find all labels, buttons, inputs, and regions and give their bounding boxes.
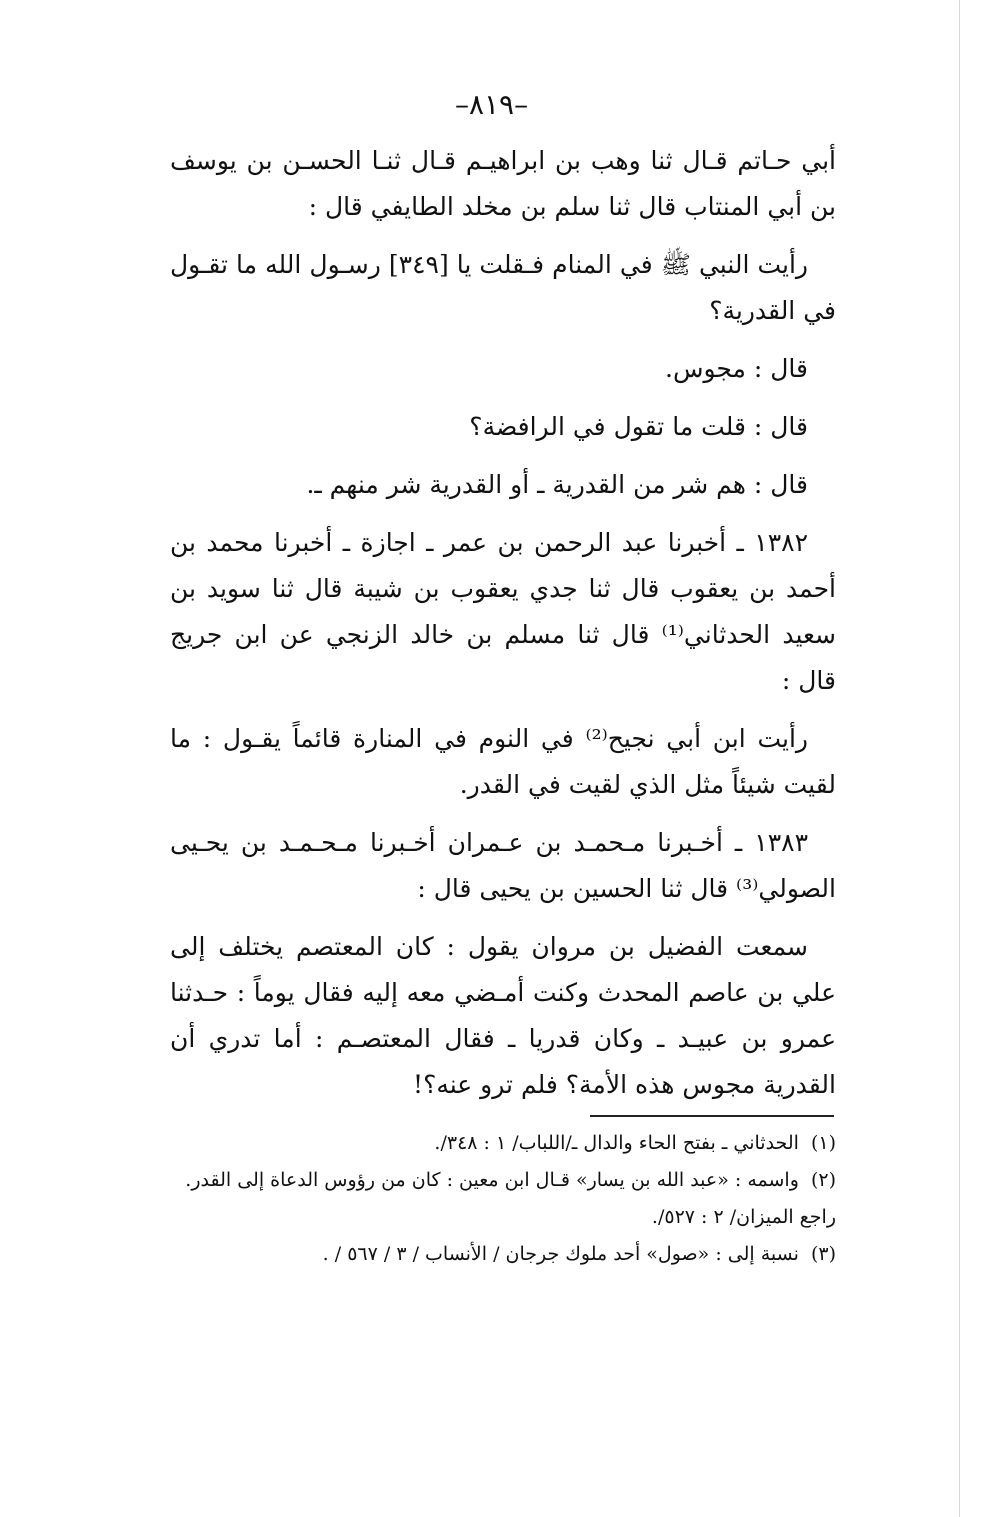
footnote-text: الحدثاني ـ بفتح الحاء والدال ـ/اللباب/ ١ : ٣٤٨/. xyxy=(434,1132,799,1154)
footnote xyxy=(170,1236,836,1273)
paragraph: ١٣٨٢ ـ أخبرنا عبد الرحمن بن عمر ـ اجازة ـ أخبرنا محمد بن أحمد بن يعقوب قال ثنا جدي يعقوب بن شيبة قال ثنا سويد بن سعيد الحدثاني⁽¹⁾ قال ثنا مسلم بن خالد الزنجي عن ابن جريج قال : xyxy=(170,528,836,695)
paragraph: أبي حـاتم قـال ثنا وهب بن ابراهيـم قـال ثنـا الحسـن بن يوسف بن أبي المنتاب قال ثنا سلم بن مخلد الطايفي قال : xyxy=(170,146,836,221)
footnote xyxy=(170,1162,836,1236)
page-number: –٨١٩– xyxy=(454,88,529,121)
footnote xyxy=(170,1125,836,1162)
footnote-text: نسبة إلى : «صول» أحد ملوك جرجان / الأنساب / ٣ / ٥٦٧ / . xyxy=(322,1243,799,1265)
paragraph: رأيت النبي ﷺ في المنام فـقلت يا [٣٤٩] رسـول الله ما تقـول في القدرية؟ xyxy=(170,250,836,325)
paragraph: رأيت ابن أبي نجيح⁽²⁾ في النوم في المنارة قائماً يقـول : ما لقيت شيئاً مثل الذي لقيت في القدر. xyxy=(170,724,836,799)
paragraph: قال : قلت ما تقول في الرافضة؟ xyxy=(469,412,808,441)
footnote-divider xyxy=(590,1115,834,1117)
footnote-text: واسمه : «عبد الله بن يسار» قـال ابن معين : كان من رؤوس الدعاة إلى القدر. راجع الميزان/ ٢ : ٥٢٧/. xyxy=(185,1169,836,1228)
footnote-number: (٣) xyxy=(810,1243,836,1265)
page-edge-line xyxy=(959,0,960,1517)
paragraph: ١٣٨٣ ـ أخـبرنا مـحمـد بن عـمران أخـبرنا مـحـمـد بن يحـيى الصولي⁽³⁾ قال ثنا الحسين بن يحيى قال : xyxy=(170,828,836,903)
paragraph: قال : هم شر من القدرية ـ أو القدرية شر منهم ـ. xyxy=(306,470,808,499)
footnote-number: (٢) xyxy=(810,1169,836,1191)
paragraph: قال : مجوس. xyxy=(665,354,808,383)
main-text xyxy=(170,138,836,1120)
paragraph: سمعت الفضيل بن مروان يقول : كان المعتصم يختلف إلى علي بن عاصم المحدث وكنت أمـضي معه إليه فقال يوماً : حـدثنا عمرو بن عبيـد ـ وكان قدريا ـ فقال المعتصـم : أما تدري أن القدرية مجوس هذه الأمة؟ فلم ترو عنه؟! xyxy=(170,932,836,1099)
footnotes xyxy=(170,1125,836,1273)
footnote-number: (١) xyxy=(810,1132,836,1154)
